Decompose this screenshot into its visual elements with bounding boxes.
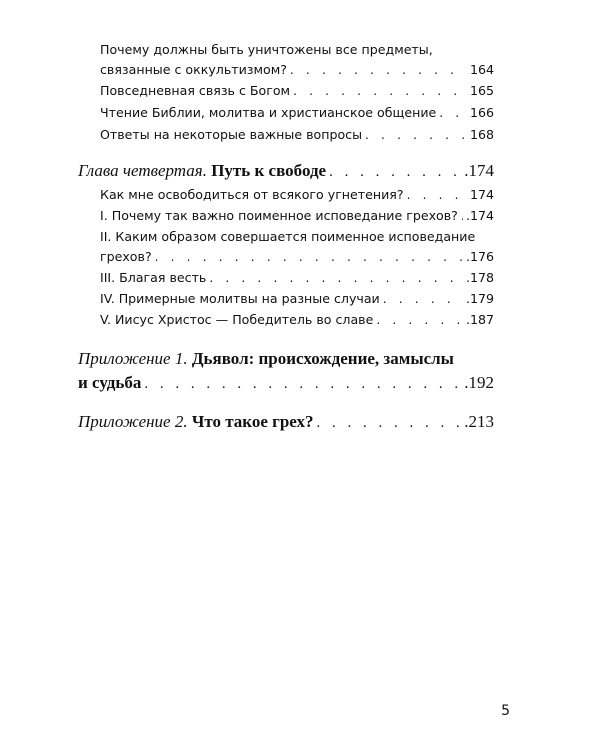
toc-entry-text: III. Благая весть	[100, 270, 207, 285]
toc-entry-bible-reading[interactable]	[78, 103, 494, 123]
dot-leader	[439, 103, 467, 123]
toc-page-number: .192	[464, 373, 494, 392]
toc-appendix-1[interactable]	[78, 347, 494, 396]
toc-page-number: 174	[469, 187, 494, 202]
toc-entry-oppression[interactable]	[78, 185, 494, 205]
dot-leader	[407, 185, 467, 205]
appendix-prefix: Приложение 2.	[78, 412, 188, 431]
toc-entry-text: Чтение Библии, молитва и христианское общение	[100, 105, 437, 120]
toc-entry-text: Повседневная связь с Богом	[100, 83, 291, 98]
toc-entry-prayers[interactable]	[78, 289, 494, 309]
appendix-prefix: Приложение 1.	[78, 349, 188, 368]
toc-entry-text: Как мне освободиться от всякого угнетения?	[100, 187, 404, 202]
dot-leader	[461, 206, 463, 226]
toc-page-number: 165	[469, 83, 494, 98]
appendix-title: Дьявол: происхождение, замыслы	[191, 349, 454, 368]
toc-page-number: .213	[464, 412, 494, 431]
dot-leader	[383, 289, 463, 309]
dot-leader	[144, 372, 461, 396]
table-of-contents	[78, 40, 494, 435]
toc-entry-text: грехов?	[100, 249, 152, 264]
toc-entry-text: связанные с оккультизмом?	[100, 62, 287, 77]
chapter-prefix: Глава четвертая.	[78, 161, 207, 180]
toc-page-number: .174	[465, 208, 494, 223]
page-number: 5	[501, 703, 510, 719]
toc-entry-text: Ответы на некоторые важные вопросы	[100, 127, 363, 142]
toc-page-number: .176	[465, 249, 494, 264]
toc-entry-text: V. Иисус Христос — Победитель во славе	[100, 312, 374, 327]
toc-entry-jesus-christ[interactable]	[78, 310, 494, 330]
toc-page-number: .187	[465, 312, 494, 327]
toc-page-number: 168	[469, 127, 494, 142]
toc-page-number: .174	[464, 161, 494, 180]
toc-entry-confession-method[interactable]	[78, 227, 494, 267]
toc-entry-occult-items[interactable]	[78, 40, 494, 80]
dot-leader	[290, 60, 467, 80]
toc-entry-good-news[interactable]	[78, 268, 494, 288]
appendix-title: и судьба	[78, 373, 142, 392]
dot-leader	[155, 247, 463, 267]
toc-page-number: 164	[469, 62, 494, 77]
toc-entry-text: Почему должны быть уничтожены все предметы,	[100, 42, 433, 57]
appendix-title: Что такое грех?	[191, 412, 314, 431]
toc-chapter-4[interactable]	[78, 159, 494, 184]
toc-entry-answers[interactable]	[78, 125, 494, 145]
toc-entry-daily-connection[interactable]	[78, 81, 494, 101]
dot-leader	[376, 310, 463, 330]
toc-appendix-2[interactable]	[78, 410, 494, 435]
toc-page-number: 166	[469, 105, 494, 120]
toc-entry-confession-importance[interactable]	[78, 206, 494, 226]
dot-leader	[329, 160, 461, 184]
toc-entry-text: IV. Примерные молитвы на разные случаи	[100, 291, 380, 306]
toc-page-number: .179	[465, 291, 494, 306]
toc-page-number: .178	[465, 270, 494, 285]
dot-leader	[317, 411, 462, 435]
toc-entry-text: II. Каким образом совершается поименное исповедание	[100, 229, 476, 244]
dot-leader	[365, 125, 467, 145]
dot-leader	[209, 268, 463, 288]
toc-entry-text: I. Почему так важно поименное исповедание грехов?	[100, 208, 458, 223]
chapter-title: Путь к свободе	[211, 161, 327, 180]
dot-leader	[293, 81, 467, 101]
